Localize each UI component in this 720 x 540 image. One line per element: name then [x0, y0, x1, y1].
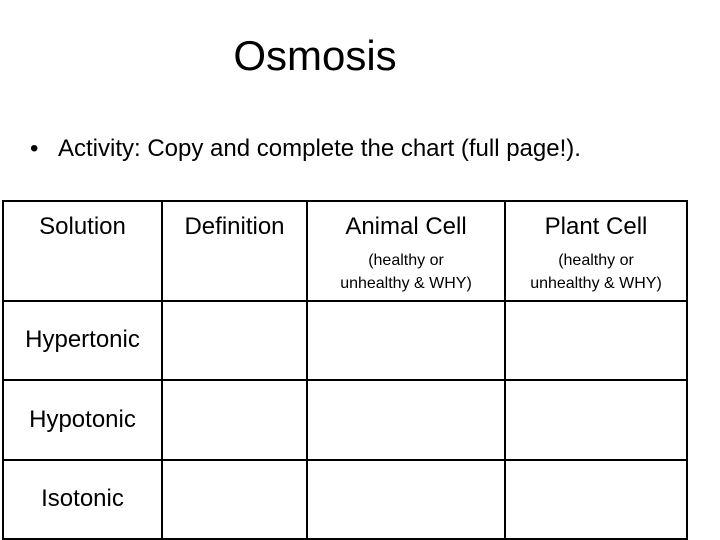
activity-bullet — [30, 134, 581, 164]
header-animal-cell-sublabel — [308, 249, 504, 295]
row-label-hypertonic: Hypertonic — [25, 326, 140, 354]
table-row — [3, 301, 687, 380]
row-label-cell — [3, 301, 162, 380]
header-definition-label: Definition — [184, 213, 285, 240]
header-plant-cell-sublabel — [506, 249, 686, 295]
table-row — [3, 380, 687, 459]
row-label-cell — [3, 380, 162, 459]
header-animal-sub-line2: unhealthy & WHY) — [340, 275, 472, 292]
table-header-row — [3, 201, 687, 301]
row-label-cell — [3, 460, 162, 539]
header-plant-sub-line2: unhealthy & WHY) — [530, 275, 662, 292]
row-label-hypotonic: Hypotonic — [29, 405, 136, 433]
header-animal-cell — [307, 201, 505, 301]
header-solution — [3, 201, 162, 301]
animal-cell-cell — [307, 301, 505, 380]
header-plant-cell — [505, 201, 687, 301]
header-plant-cell-label: Plant Cell — [544, 213, 648, 240]
definition-cell — [162, 380, 307, 459]
animal-cell-cell — [307, 460, 505, 539]
osmosis-chart-table — [2, 200, 688, 540]
plant-cell-cell — [505, 460, 687, 539]
header-solution-label: Solution — [39, 213, 126, 240]
definition-cell — [162, 460, 307, 539]
row-label-isotonic: Isotonic — [41, 485, 124, 513]
slide-title: Osmosis — [233, 32, 397, 79]
bullet-text: Activity: Copy and complete the chart (full page!). — [58, 135, 581, 162]
animal-cell-cell — [307, 380, 505, 459]
definition-cell — [162, 301, 307, 380]
header-plant-sub-line1: (healthy or — [558, 252, 634, 269]
bullet-symbol: • — [30, 135, 39, 162]
header-animal-cell-label: Animal Cell — [345, 213, 467, 240]
header-definition — [162, 201, 307, 301]
plant-cell-cell — [505, 301, 687, 380]
header-animal-sub-line1: (healthy or — [368, 252, 444, 269]
table-row — [3, 460, 687, 539]
plant-cell-cell — [505, 380, 687, 459]
